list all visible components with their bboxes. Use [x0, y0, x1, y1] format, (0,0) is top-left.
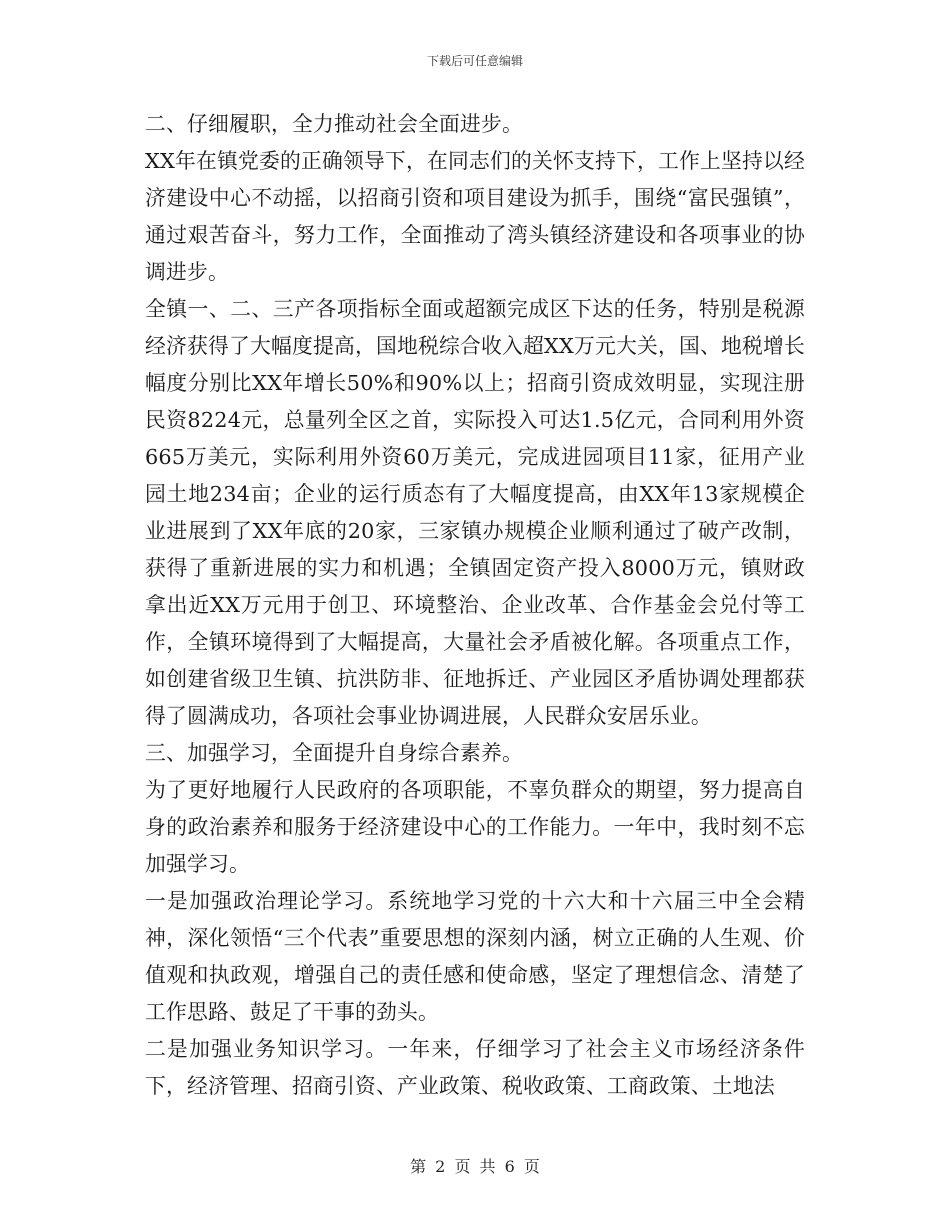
- page-header-note: 下载后可任意编辑: [426, 54, 523, 68]
- document-body: [145, 106, 805, 1105]
- page-number: 第 2 页 共 6 页: [410, 1157, 540, 1176]
- paragraph: 为了更好地履行人民政府的各项职能，不辜负群众的期望，努力提高自身的政治素养和服务于经济建设中心的工作能力。一年中，我时刻不忘加强学习。: [145, 778, 805, 876]
- paragraph: XX年在镇党委的正确领导下，在同志们的关怀支持下，工作上坚持以经济建设中心不动摇，以招商引资和项目建设为抓手，围绕“富民强镇”，通过艰苦奋斗，努力工作，全面推动了湾头镇经济建设和各项事业的协调进步。: [145, 149, 805, 284]
- paragraph: 全镇一、二、三产各项指标全面或超额完成区下达的任务，特别是税源经济获得了大幅度提高，国地税综合收入超XX万元大关，国、地税增长幅度分别比XX年增长50%和90%以上；招商引资成效明显，实现注册民资8224元，总量列全区之首，实际投入可达1.5亿元，合同利用外资665万美元，实际利用外资60万美元，完成进园项目11家，征用产业园土地234亩；企业的运行质态有了大幅度提高，由XX年13家规模企业进展到了XX年底的20家，三家镇办规模企业顺利通过了破产改制，获得了重新进展的实力和机遇；全镇固定资产投入8000万元，镇财政拿出近XX万元用于创卫、环境整治、企业改革、合作基金会兑付等工作，全镇环境得到了大幅提高，大量社会矛盾被化解。各项重点工作，如创建省级卫生镇、抗洪防非、征地拆迁、产业园区矛盾协调处理都获得了圆满成功，各项社会事业协调进展，人民群众安居乐业。: [145, 297, 805, 728]
- section-heading-3: 三、加强学习，全面提升自身综合素养。: [145, 741, 523, 765]
- section-heading-2: 二、仔细履职，全力推动社会全面进步。: [145, 112, 523, 136]
- paragraph: 一是加强政治理论学习。系统地学习党的十六大和十六届三中全会精神，深化领悟“三个代表”重要思想的深刻内涵，树立正确的人生观、价值观和执政观，增强自己的责任感和使命感，坚定了理想信念、清楚了工作思路、鼓足了干事的劲头。: [145, 889, 805, 1024]
- paragraph: 二是加强业务知识学习。一年来，仔细学习了社会主义市场经济条件下，经济管理、招商引资、产业政策、税收政策、工商政策、土地法: [145, 1037, 805, 1098]
